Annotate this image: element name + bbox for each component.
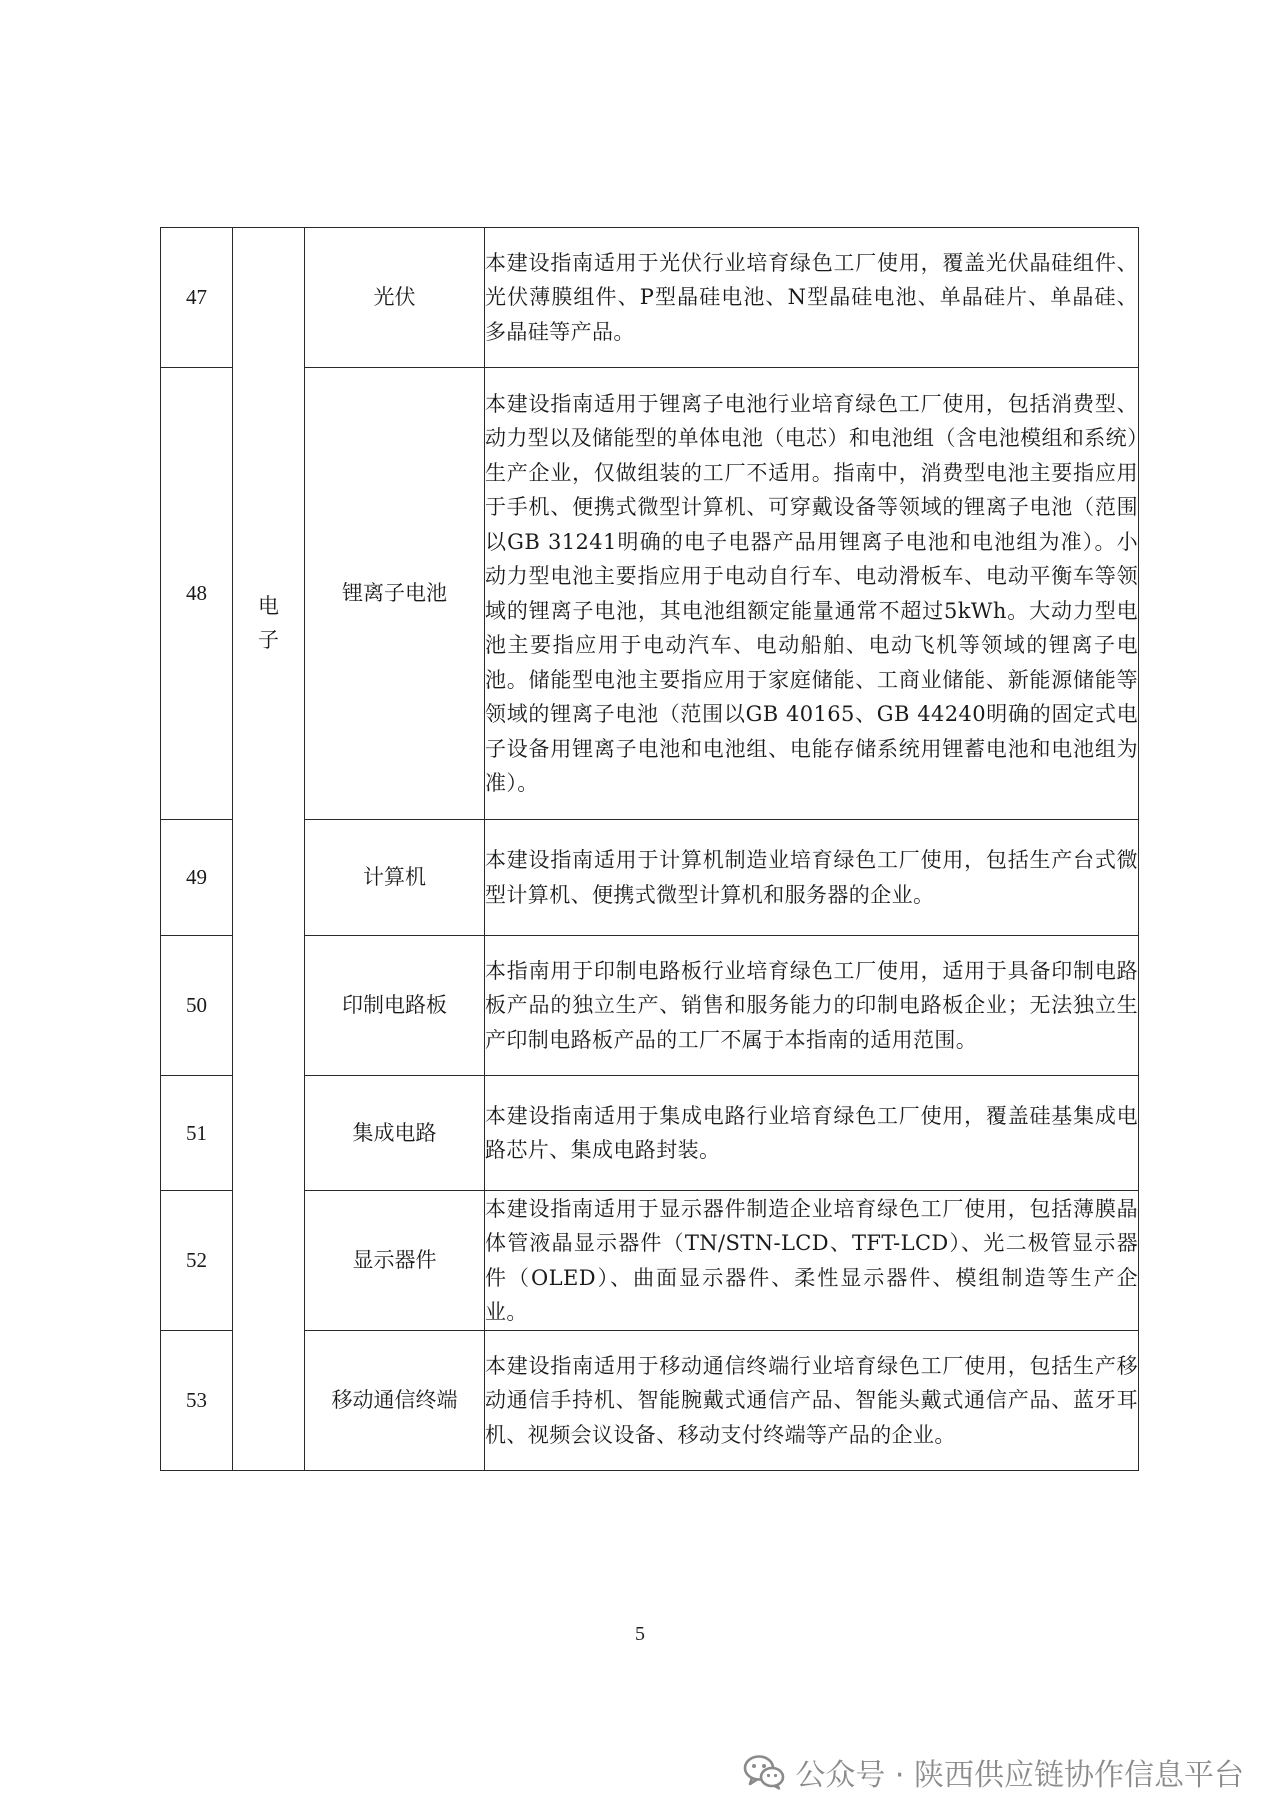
row-number: 50 [161, 936, 233, 1076]
table-row [161, 1191, 1139, 1331]
industry-description: 本指南用于印制电路板行业培育绿色工厂使用，适用于具备印制电路板产品的独立生产、销售和服务能力的印制电路板企业；无法独立生产印制电路板产品的工厂不属于本指南的适用范围。 [485, 936, 1139, 1076]
watermark-text: 公众号 · 陕西供应链协作信息平台 [795, 1758, 1244, 1793]
industry-description: 本建设指南适用于计算机制造业培育绿色工厂使用，包括生产台式微型计算机、便携式微型计算机和服务器的企业。 [485, 820, 1139, 936]
industry-name: 显示器件 [305, 1191, 485, 1331]
industry-name: 集成电路 [305, 1076, 485, 1191]
industry-name: 锂离子电池 [305, 368, 485, 820]
industry-description: 本建设指南适用于移动通信终端行业培育绿色工厂使用，包括生产移动通信手持机、智能腕戴式通信产品、智能头戴式通信产品、蓝牙耳机、视频会议设备、移动支付终端等产品的企业。 [485, 1331, 1139, 1471]
industry-name: 光伏 [305, 228, 485, 368]
table-row [161, 368, 1139, 820]
industry-description: 本建设指南适用于光伏行业培育绿色工厂使用，覆盖光伏晶硅组件、光伏薄膜组件、P型晶硅电池、N型晶硅电池、单晶硅片、单晶硅、多晶硅等产品。 [485, 228, 1139, 368]
table-row [161, 228, 1139, 368]
table-row [161, 1331, 1139, 1471]
row-number: 53 [161, 1331, 233, 1471]
page-number: 5 [635, 1623, 645, 1645]
table-row [161, 820, 1139, 936]
row-number: 48 [161, 368, 233, 820]
category-cell [233, 228, 305, 1471]
wechat-icon [743, 1754, 785, 1790]
industry-description: 本建设指南适用于显示器件制造企业培育绿色工厂使用，包括薄膜晶体管液晶显示器件（TN/STN-LCD、TFT-LCD）、光二极管显示器件（OLED）、曲面显示器件、柔性显示器件、模组制造等生产企业。 [485, 1191, 1139, 1331]
industry-description: 本建设指南适用于锂离子电池行业培育绿色工厂使用，包括消费型、动力型以及储能型的单体电池（电芯）和电池组（含电池模组和系统）生产企业，仅做组装的工厂不适用。指南中，消费型电池主要指应用于手机、便携式微型计算机、可穿戴设备等领域的锂离子电池（范围以GB 31241明确的电子电器产品用锂离子电池和电池组为准）。小动力型电池主要指应用于电动自行车、电动滑板车、电动平衡车等领域的锂离子电池，其电池组额定能量通常不超过5kWh。大动力型电池主要指应用于电动汽车、电动船舶、电动飞机等领域的锂离子电池。储能型电池主要指应用于家庭储能、工商业储能、新能源储能等领域的锂离子电池（范围以GB 40165、GB 44240明确的固定式电子设备用锂离子电池和电池组、电能存储系统用锂蓄电池和电池组为准）。 [485, 368, 1139, 820]
row-number: 52 [161, 1191, 233, 1331]
row-number: 51 [161, 1076, 233, 1191]
row-number: 49 [161, 820, 233, 936]
industry-description: 本建设指南适用于集成电路行业培育绿色工厂使用，覆盖硅基集成电路芯片、集成电路封装。 [485, 1076, 1139, 1191]
guideline-table [160, 227, 1139, 1471]
category-label: 电子 [258, 593, 279, 652]
table-row [161, 1076, 1139, 1191]
table-row [161, 936, 1139, 1076]
row-number: 47 [161, 228, 233, 368]
industry-name: 计算机 [305, 820, 485, 936]
industry-name: 印制电路板 [305, 936, 485, 1076]
watermark [743, 1750, 1244, 1794]
industry-name: 移动通信终端 [305, 1331, 485, 1471]
